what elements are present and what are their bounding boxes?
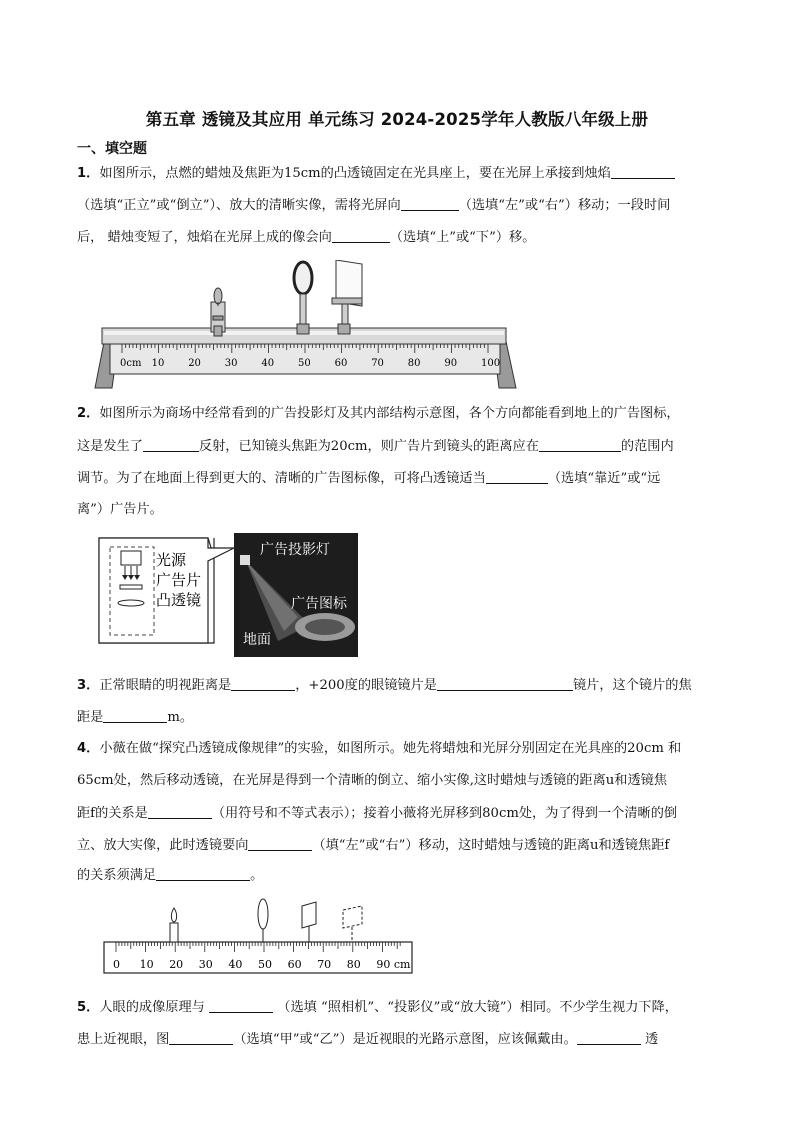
q5-line-1: 5．人眼的成像原理与 （选填 “照相机”、“投影仪”或“放大镜”）相同。不少学生视力下降， bbox=[77, 1000, 678, 1015]
q2-blank-1[interactable] bbox=[143, 437, 199, 452]
q5-line-2: 患上近视眼，图 （选填“甲”或“乙”）是近视眼的光路示意图，应该佩戴由。 透 bbox=[77, 1032, 659, 1047]
q1-line-1: 1．如图所示，点燃的蜡烛及焦距为15cm的凸透镜固定在光具座上，要在光屏上承接到烛焰 bbox=[77, 164, 675, 183]
q4-number: 4． bbox=[77, 741, 100, 756]
q2-line-3: 调节。为了在地面上得到更大的、清晰的广告图标像，可将凸透镜适当 （选填“靠近”或“远 bbox=[77, 471, 661, 486]
q3-blank-1[interactable] bbox=[231, 676, 295, 691]
ruler-tick-label: 80 bbox=[346, 958, 361, 971]
candle-icon bbox=[170, 908, 178, 942]
lens-icon bbox=[118, 600, 144, 606]
label-slide: 广告片 bbox=[156, 571, 202, 589]
projector-photo bbox=[234, 533, 358, 657]
label-light-source: 光源 bbox=[156, 551, 187, 569]
bench-tick-label: 50 bbox=[298, 358, 311, 369]
ruler-tick-label: 70 bbox=[317, 958, 332, 971]
q3-number: 3． bbox=[77, 678, 100, 693]
convex-lens-icon bbox=[258, 899, 268, 942]
q4-line-1: 4．小薇在做“探究凸透镜成像规律”的实验，如图所示。她先将蜡烛和光屏分别固定在光具座的20cm 和 bbox=[77, 741, 682, 756]
bench-tick-label: 90 bbox=[444, 358, 458, 369]
q2-blank-3[interactable] bbox=[486, 469, 548, 484]
ruler-tick-label: 20 bbox=[169, 958, 184, 971]
q4-line-2: 65cm处，然后移动透镜，在光屏是得到一个清晰的倒立、缩小实像,这时蜡烛与透镜的距离u和透镜焦 bbox=[77, 773, 668, 788]
ruler-tick-label: 0 bbox=[113, 958, 120, 971]
light-screen-icon bbox=[332, 260, 362, 334]
ruler-tick-label: 10 bbox=[139, 958, 154, 971]
q1-blank-1[interactable] bbox=[611, 164, 675, 179]
moved-screen-outline-icon bbox=[343, 906, 362, 942]
ruler-tick-label: 40 bbox=[228, 958, 243, 971]
projector-structure-diagram bbox=[98, 533, 360, 659]
q4-line-5: 的关系须满足 。 bbox=[77, 868, 264, 883]
bench-tick-label: 100 bbox=[481, 358, 501, 369]
q2-number: 2． bbox=[77, 406, 100, 421]
q1-blank-3[interactable] bbox=[332, 228, 390, 243]
q2-line-1: 2．如图所示为商场中经常看到的广告投影灯及其内部结构示意图，各个方向都能看到地上的广告图标， bbox=[77, 406, 680, 421]
ruler-tick-label: 50 bbox=[258, 958, 272, 971]
q3-blank-3[interactable] bbox=[103, 708, 167, 723]
q1-blank-2[interactable] bbox=[401, 196, 459, 211]
bench-tick-label: 40 bbox=[261, 358, 275, 369]
q4-line-3: 距f的关系是 （用符号和不等式表示）；接着小薇将光屏移到80cm处，为了得到一个清晰的倒 bbox=[77, 806, 678, 821]
ruler-tick-label: 90 cm bbox=[376, 958, 411, 971]
q1-line-2: （选填“正立”或“倒立”）、放大的清晰实像，需将光屏向 （选填“左”或“右”）移动；一段时间 bbox=[77, 198, 671, 213]
q1-number: 1． bbox=[77, 166, 100, 181]
q3-blank-2[interactable] bbox=[437, 676, 573, 691]
bench-tick-label: 60 bbox=[334, 358, 348, 369]
q5-blank-2[interactable] bbox=[169, 1030, 233, 1045]
section-heading: 一、填空题 bbox=[77, 141, 147, 157]
light-source-icon bbox=[121, 551, 141, 580]
bench-tick-label: 10 bbox=[151, 358, 165, 369]
ruler-tick-label: 30 bbox=[198, 958, 213, 971]
q5-blank-3[interactable] bbox=[577, 1030, 641, 1045]
q4-blank-3[interactable] bbox=[156, 866, 250, 881]
bench-tick-label: 70 bbox=[371, 358, 384, 369]
photo-label-ground: 地面 bbox=[243, 632, 271, 648]
photo-label-icon: 广告图标 bbox=[291, 596, 347, 612]
q5-blank-1[interactable] bbox=[209, 998, 273, 1013]
bench-tick-label: 80 bbox=[407, 358, 421, 369]
light-screen-icon bbox=[302, 902, 316, 942]
lens-ruler-figure bbox=[100, 894, 416, 976]
photo-label-lamp: 广告投影灯 bbox=[260, 542, 330, 558]
bench-tick-label: 20 bbox=[188, 358, 201, 369]
label-lens: 凸透镜 bbox=[156, 591, 202, 609]
bench-tick-label: 0cm bbox=[120, 358, 142, 369]
q1-line-3: 后， 蜡烛变短了，烛焰在光屏上成的像会向 （选填“上”或“下”）移。 bbox=[77, 230, 536, 245]
q2-line-2: 这是发生了 反射，已知镜头焦距为20cm，则广告片到镜头的距离应在 的范围内 bbox=[77, 439, 674, 454]
q4-blank-2[interactable] bbox=[248, 836, 312, 851]
optical-bench-figure bbox=[92, 260, 518, 392]
convex-lens-icon bbox=[294, 262, 312, 334]
q4-line-4: 立、放大实像，此时透镜要向 （填“左”或“右”）移动，这时蜡烛与透镜的距离u和透镜焦距f bbox=[77, 838, 670, 853]
candle-icon bbox=[211, 288, 225, 332]
q3-line-1: 3．正常眼睛的明视距离是 ，+200度的眼镜镜片是 镜片，这个镜片的焦 bbox=[77, 678, 692, 693]
q3-line-2: 距是 m。 bbox=[77, 710, 194, 725]
q5-number: 5． bbox=[77, 1000, 100, 1015]
q4-blank-1[interactable] bbox=[148, 804, 212, 819]
q2-blank-2[interactable] bbox=[539, 437, 621, 452]
ruler-tick-label: 60 bbox=[287, 958, 302, 971]
bench-tick-label: 30 bbox=[224, 358, 238, 369]
page-title: 第五章 透镜及其应用 单元练习 2024-2025学年人教版八年级上册 bbox=[145, 110, 649, 129]
slide-film-icon bbox=[120, 585, 142, 589]
q2-line-4: 离”）广告片。 bbox=[77, 502, 163, 517]
